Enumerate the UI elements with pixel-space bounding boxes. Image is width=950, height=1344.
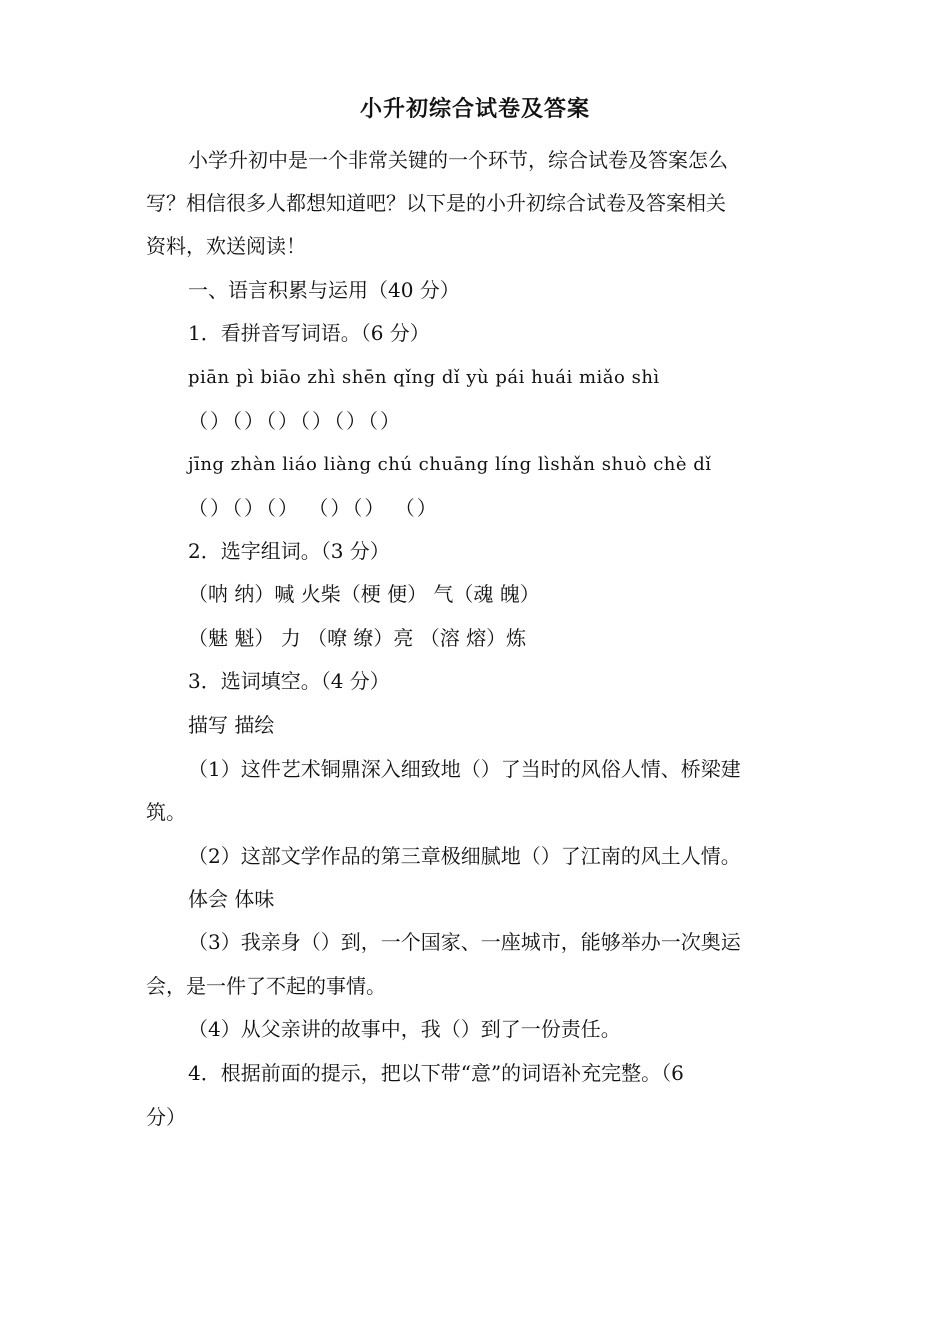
question-3-item-3-line-2: 会，是一件了不起的事情。 bbox=[146, 974, 386, 998]
question-3-options-1: 描写 描绘 bbox=[188, 713, 275, 737]
question-4-heading-line-1: 4．根据前面的提示，把以下带“意”的词语补充完整。（6 bbox=[188, 1061, 684, 1085]
question-3-item-2: （2）这部文学作品的第三章极细腻地（）了江南的风土人情。 bbox=[188, 844, 741, 868]
question-3-options-2: 体会 体味 bbox=[188, 887, 275, 911]
section-heading: 一、语言积累与运用（40 分） bbox=[188, 278, 460, 302]
intro-line-2: 写？相信很多人都想知道吧？以下是的小升初综合试卷及答案相关 bbox=[146, 191, 726, 215]
question-2-heading: 2．选字组词。（3 分） bbox=[188, 539, 390, 563]
intro-line-1: 小学升初中是一个非常关键的一个环节，综合试卷及答案怎么 bbox=[188, 148, 728, 172]
question-1-heading: 1．看拼音写词语。（6 分） bbox=[188, 321, 430, 345]
question-2-row-2: （魅 魁） 力 （嘹 缭）亮 （溶 熔）炼 bbox=[188, 626, 527, 650]
intro-line-3: 资料，欢送阅读！ bbox=[146, 234, 306, 258]
question-2-row-1: （呐 纳）喊 火柴（梗 便） 气（魂 魄） bbox=[188, 582, 540, 606]
document-title: 小升初综合试卷及答案 bbox=[359, 96, 590, 122]
blanks-row-2: （）（）（） （）（） （） bbox=[188, 496, 439, 520]
question-4-heading-line-2: 分） bbox=[146, 1105, 186, 1129]
pinyin-row-2: jīng zhàn liáo liàng chú chuāng líng lìshǎn shuò chè dǐ bbox=[188, 454, 712, 475]
question-3-item-1-line-2: 筑。 bbox=[146, 800, 186, 824]
question-3-heading: 3．选词填空。（4 分） bbox=[188, 669, 390, 693]
pinyin-row-1: piān pì biāo zhì shēn qǐng dǐ yù pái huái miǎo shì bbox=[188, 367, 660, 388]
blanks-row-1: （）（）（）（）（）（） bbox=[188, 409, 402, 433]
question-3-item-1-line-1: （1）这件艺术铜鼎深入细致地（）了当时的风俗人情、桥梁建 bbox=[188, 757, 741, 781]
question-3-item-4: （4）从父亲讲的故事中，我（）到了一份责任。 bbox=[188, 1017, 621, 1041]
question-3-item-3-line-1: （3）我亲身（）到，一个国家、一座城市，能够举办一次奥运 bbox=[188, 930, 741, 954]
